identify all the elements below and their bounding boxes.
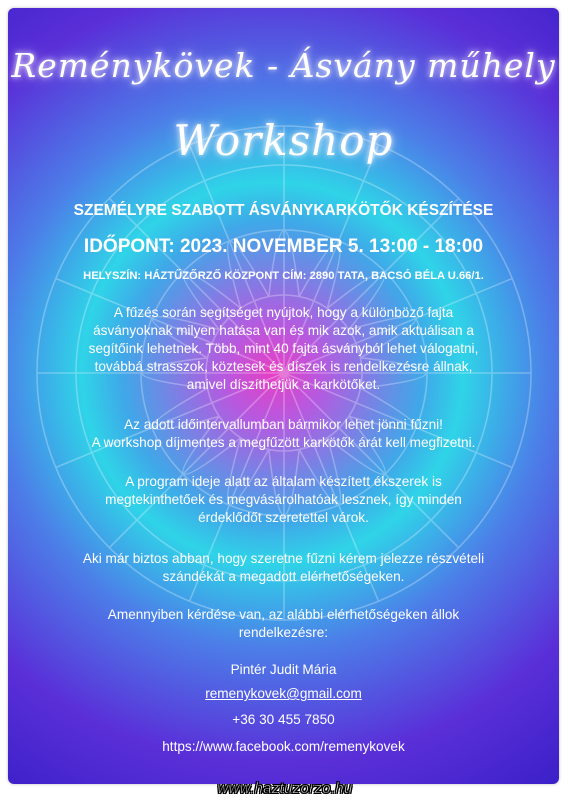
subtitle: SZEMÉLYRE SZABOTT ÁSVÁNYKARKÖTŐK KÉSZÍTÉSE [73, 202, 494, 219]
paragraph-timing [28, 416, 539, 452]
text-line: segítőink lehetnek. Több, mint 40 fajta ásványból lehet válogatni, [88, 341, 479, 356]
paragraph-description [28, 304, 539, 394]
title-line-2: Workshop [173, 116, 394, 165]
contact-facebook-link[interactable]: https://www.facebook.com/remenykovek [162, 739, 405, 754]
event-location: HELYSZÍN: HÁZTŰZŐRZŐ KÖZPONT CÍM: 2890 TATA, BACSÓ BÉLA U.66/1. [83, 270, 484, 282]
website-watermark: www.haztuzorzo.hu [217, 780, 353, 797]
text-line: A program ideje alatt az általam készített ékszerek is [125, 474, 442, 489]
text-line: érdeklődőt szeretettel várok. [198, 510, 369, 525]
contact-phone: +36 30 455 7850 [232, 712, 335, 727]
contact-name: Pintér Judit Mária [230, 662, 337, 677]
paragraph-jewelry [28, 473, 539, 527]
text-line: A workshop díjmentes a megfűzött karkötők árát kell megfizetni. [91, 435, 476, 450]
text-line: A fűzés során segítséget nyújtok, hogy a különböző fajta [113, 305, 454, 320]
paragraph-registration [28, 550, 539, 586]
text-line: szándékát a megadott elérhetőségeken. [162, 569, 405, 584]
text-line: továbbá strasszok, köztesek és díszek is rendelkezésre állnak, [94, 359, 473, 374]
text-line: amivel díszíthetjük a karkötőket. [186, 377, 381, 392]
contact-email-link[interactable]: remenykovek@gmail.com [205, 686, 362, 701]
paragraph-questions [28, 606, 539, 642]
text-line: Az adott időintervallumban bármikor lehet jönni fűzni! [124, 417, 443, 432]
text-line: rendelkezésre: [238, 625, 329, 640]
text-line: megtekinthetőek és megvásárolhatóak lesznek, így minden [105, 492, 462, 507]
text-line: Aki már biztos abban, hogy szeretne fűzni kérem jelezze részvételi [82, 551, 485, 566]
text-line: ásványoknak milyen hatása van és mik azok, amik aktuálisan a [93, 323, 474, 338]
title-line-1: Reménykövek - Ásvány műhely [11, 46, 556, 85]
event-poster [8, 8, 559, 784]
event-datetime: IDŐPONT: 2023. NOVEMBER 5. 13:00 - 18:00 [83, 236, 484, 257]
text-line: Amennyiben kérdése van, az alábbi elérhetőségeken állok [107, 607, 460, 622]
